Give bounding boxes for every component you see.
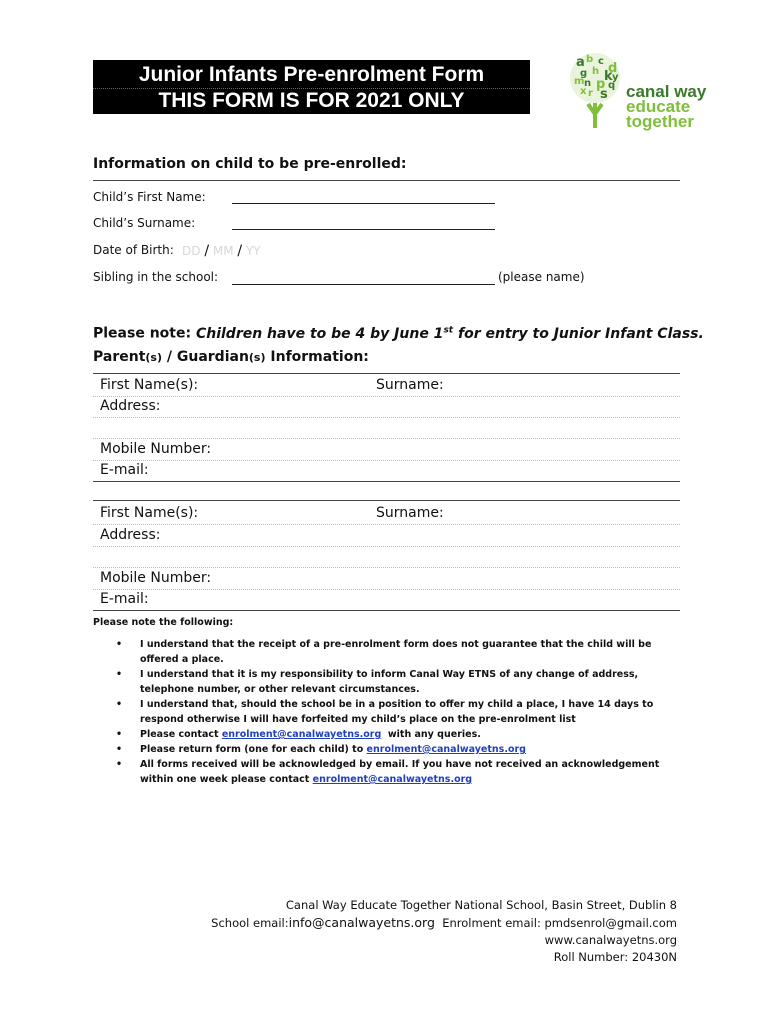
bullet-icon: • (116, 759, 123, 770)
parent2-mobile-field[interactable] (93, 589, 680, 590)
logo-letter: x (580, 86, 587, 97)
return-form-email-link[interactable]: enrolment@canalwayetns.org (366, 744, 526, 755)
bullet-icon: • (116, 729, 123, 740)
dob-year[interactable]: YY (245, 244, 261, 258)
parent2-mobile-label: Mobile Number: (100, 570, 212, 586)
child-surname-field[interactable] (232, 229, 495, 230)
parent1-address-field-2[interactable] (93, 438, 680, 439)
parent2-name-field[interactable] (93, 524, 680, 525)
parent1-name-field[interactable] (93, 396, 680, 397)
list-item: • I understand that the receipt of a pre-enrolment form does not guarantee that the child will be offered a place. (116, 639, 652, 665)
parent2-first-name-label: First Name(s): (100, 505, 199, 521)
logo-letter: d (608, 61, 618, 76)
logo-letter: c (598, 56, 604, 67)
parent2-email-field[interactable] (93, 610, 680, 611)
bullet-icon: • (116, 669, 123, 680)
enrolment-email-link[interactable]: enrolment@canalwayetns.org (221, 729, 382, 740)
school-footer (211, 897, 677, 966)
parents-heading: Parent(s) / Guardian(s) Information: (93, 349, 369, 365)
parent1-mobile-field[interactable] (93, 460, 680, 461)
logo-letter: n (584, 78, 592, 89)
dob-month[interactable]: MM (212, 244, 234, 258)
logo-letter: m (574, 76, 585, 87)
logo-letter: r (588, 88, 593, 99)
child-section-rule (93, 180, 680, 181)
logo-letter: b (586, 54, 594, 65)
logo-line-1: canal way (626, 82, 707, 101)
list-item: • Please contact enrolment@canalwayetns.org with any queries. (116, 729, 481, 740)
logo-letter: g (580, 68, 588, 79)
parent1-mobile-label: Mobile Number: (100, 441, 212, 457)
age-requirement-note (93, 325, 704, 342)
parent2-address-field-2[interactable] (93, 567, 680, 568)
dob-separator-2: / (237, 243, 243, 259)
child-section-heading: Information on child to be pre-enrolled: (93, 156, 407, 172)
logo-letter: h (592, 66, 600, 77)
dob-day[interactable]: DD (182, 244, 201, 258)
sibling-suffix: (please name) (498, 270, 585, 284)
notes-heading: Please note the following: (93, 617, 234, 628)
logo-letter: q (608, 80, 616, 91)
dob-label: Date of Birth: (93, 243, 174, 257)
list-item: • I understand that, should the school be in a position to offer my child a place, I have 14 days to respond otherwise I will have forfeited my child’s place on the pre-enrolment list (116, 699, 654, 725)
parent1-email-label: E-mail: (100, 462, 149, 478)
parent1-top-rule (93, 373, 680, 374)
parent2-address-field[interactable] (93, 546, 680, 547)
bullet-icon: • (116, 639, 123, 650)
sibling-field[interactable] (232, 284, 495, 285)
parent1-surname-label: Surname: (376, 377, 444, 393)
form-year-notice: THIS FORM IS FOR 2021 ONLY (158, 89, 465, 112)
school-logo-text (626, 84, 706, 129)
parent1-first-name-label: First Name(s): (100, 377, 199, 393)
note-text: Children have to be 4 by June 1st for entry to Junior Infant Class. (195, 325, 704, 342)
acknowledgement-email-link[interactable]: enrolment@canalwayetns.org (312, 774, 473, 785)
roll-number: Roll Number: 20430N (553, 950, 677, 964)
logo-line-3: together (626, 112, 694, 131)
title-divider (93, 88, 530, 89)
logo-line-2: educate (626, 97, 691, 116)
list-item: • All forms received will be acknowledged by email. If you have not received an acknowledgement within one week please contact enrolment@canalwayetns.org (116, 759, 660, 785)
parent2-top-rule (93, 500, 680, 501)
parent1-email-field[interactable] (93, 481, 680, 482)
bullet-icon: • (116, 699, 123, 710)
logo-letter: a (576, 55, 585, 70)
child-surname-label: Child’s Surname: (93, 216, 196, 230)
logo-letter: y (612, 72, 619, 83)
bullet-icon: • (116, 744, 123, 755)
list-item: • I understand that it is my responsibility to inform Canal Way ETNS of any change of address, telephone number, or other relevant circumstances. (116, 669, 639, 695)
dob-field[interactable] (182, 243, 261, 259)
child-first-name-label: Child’s First Name: (93, 190, 206, 204)
list-item: • Please return form (one for each child) to enrolment@canalwayetns.org (116, 744, 526, 755)
parent2-surname-label: Surname: (376, 505, 444, 521)
school-address: Canal Way Educate Together National School, Basin Street, Dublin 8 (285, 898, 677, 912)
parent2-address-label: Address: (100, 527, 161, 543)
form-title: Junior Infants Pre-enrolment Form (138, 63, 485, 86)
sibling-label: Sibling in the school: (93, 270, 219, 284)
notes-list (116, 637, 676, 787)
logo-letter: s (600, 87, 608, 102)
school-emails: School email:info@canalwayetns.org Enrolment email: pmdsenrol@gmail.com (211, 915, 677, 930)
parent1-address-field[interactable] (93, 417, 680, 418)
school-email: info@canalwayetns.org (288, 915, 435, 930)
school-website: www.canalwayetns.org (544, 933, 677, 947)
parent1-address-label: Address: (100, 398, 161, 414)
child-first-name-field[interactable] (232, 203, 495, 204)
parent2-email-label: E-mail: (100, 591, 149, 607)
dob-separator-1: / (204, 243, 210, 259)
logo-letter: p (596, 77, 606, 92)
form-title-banner (93, 60, 530, 114)
note-prefix: Please note: (93, 325, 192, 342)
enrolment-email: Enrolment email: pmdsenrol@gmail.com (434, 916, 677, 930)
logo-letter: k (604, 69, 613, 84)
